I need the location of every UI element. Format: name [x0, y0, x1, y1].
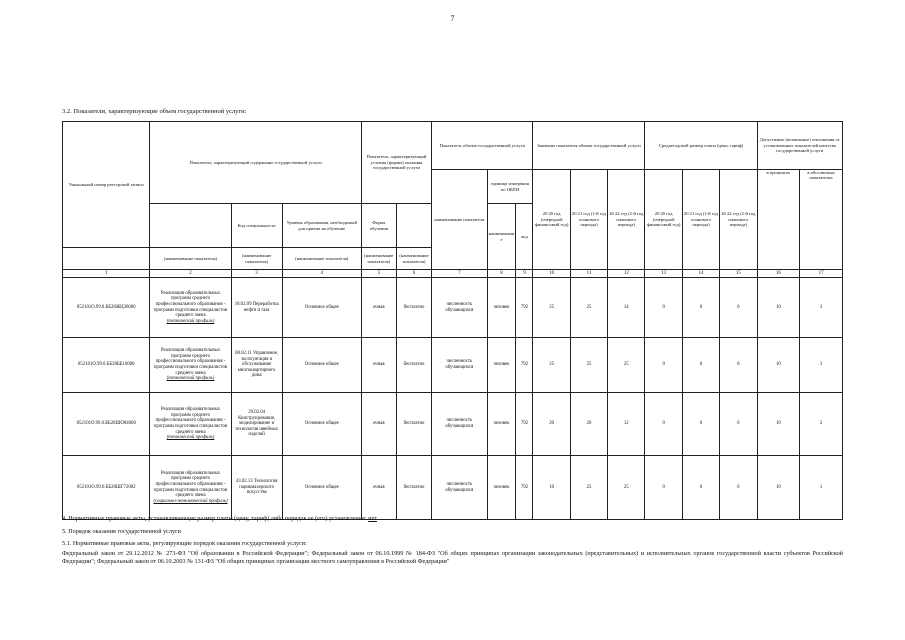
value-year-3: 14 — [608, 278, 645, 338]
header-blank-3 — [63, 248, 150, 270]
col-number: 5 — [361, 270, 396, 278]
profile-text: (технический профиль) — [166, 318, 215, 324]
column-numbers-row — [63, 270, 843, 278]
footer-item-4 — [62, 515, 843, 523]
col-number: 7 — [432, 270, 487, 278]
study-form: очная — [361, 278, 396, 338]
header-naim-1: (наименование показателя) — [150, 248, 231, 270]
deviation-percent: 10 — [757, 338, 800, 393]
header-blank — [150, 204, 231, 248]
specialty-code: 43.02.13 Технология парикмахерского искусства — [231, 456, 282, 520]
payment: бесплатно — [396, 278, 431, 338]
registry-number: 852101О.99.0.ББ28ШГ72002 — [63, 456, 150, 520]
header-price: Среднегодовой размер платы (цена, тариф) — [645, 122, 757, 170]
registry-number: 852101О.99.0.ББ28ЖЦ36000 — [63, 278, 150, 338]
study-form: очная — [361, 393, 396, 456]
col-number: 2 — [150, 270, 231, 278]
value-year-3: 12 — [608, 393, 645, 456]
header-edu-level: Уровень образования, необходимый для приема на обучение — [282, 204, 361, 248]
footer-p4-value: нет — [368, 515, 377, 522]
deviation-absolute: 3 — [800, 278, 843, 338]
deviation-percent: 10 — [757, 393, 800, 456]
col-number: 15 — [720, 270, 757, 278]
indicator-name: численность обучающихся — [432, 278, 487, 338]
value-year-1: 25 — [533, 338, 570, 393]
footer-p4-text: 4. Нормативные правовые акты, устанавливающие размер платы (цену, тариф) либо порядок ее (его) установления: — [62, 515, 367, 522]
indicator-name: численность обучающихся — [432, 456, 487, 520]
header-naim-3: (наименование показателя) — [282, 248, 361, 270]
price-year-3: 0 — [720, 393, 757, 456]
table-row — [63, 456, 843, 520]
header-unit-name: наименование — [487, 204, 516, 270]
col-number: 14 — [682, 270, 719, 278]
footer-p5: 5. Порядок оказания государственной услуги — [62, 528, 181, 535]
price-year-1: 0 — [645, 338, 682, 393]
value-year-1: 25 — [533, 278, 570, 338]
value-year-2: 25 — [570, 338, 607, 393]
unit-code: 792 — [516, 278, 533, 338]
education-level: Основное общее — [282, 278, 361, 338]
header-price-year-1: 20 20 год (очередной финансовый год) — [645, 170, 682, 270]
table-row — [63, 338, 843, 393]
header-unit: единица измерения по ОКЕИ — [487, 170, 533, 204]
header-code-spec: Код специальности — [231, 204, 282, 248]
value-year-2: 20 — [570, 393, 607, 456]
price-year-2: 0 — [682, 393, 719, 456]
col-number: 12 — [608, 270, 645, 278]
header-year-2: 20 21 год (1-й год планового периода) — [570, 170, 607, 270]
header-registry: Уникальный номер реестровой записи — [63, 122, 150, 248]
deviation-absolute: 2 — [800, 393, 843, 456]
value-year-2: 25 — [570, 278, 607, 338]
unit-name: человек — [487, 278, 516, 338]
price-year-1: 0 — [645, 278, 682, 338]
specialty-code: 18.02.09 Переработка нефти и газа — [231, 278, 282, 338]
program-cell — [150, 278, 231, 338]
volume-indicators-table — [62, 121, 843, 520]
footer-p51: 5.1. Нормативные правовые акты, регулирующие порядок оказания государственной услуги: — [62, 540, 307, 547]
study-form: очная — [361, 338, 396, 393]
header-content: Показатель, характеризующий содержание государственной услуги — [150, 122, 361, 204]
page-number: 7 — [450, 14, 455, 23]
specialty-code: 08.02.11 Управление, эксплуатация и обслуживание многоквартирного дома — [231, 338, 282, 393]
header-percent: в процентах — [757, 170, 800, 270]
price-year-1: 0 — [645, 456, 682, 520]
unit-name: человек — [487, 456, 516, 520]
deviation-percent: 10 — [757, 456, 800, 520]
value-year-3: 25 — [608, 456, 645, 520]
unit-code: 792 — [516, 393, 533, 456]
program-text: Реализация образовательных программ среднего профессионального образования - программ подготовки специалистов среднего звена — [153, 470, 228, 499]
value-year-1: 20 — [533, 393, 570, 456]
header-year-1: 20 20 год (очередной финансовый год) — [533, 170, 570, 270]
study-form: очная — [361, 456, 396, 520]
value-year-3: 25 — [608, 338, 645, 393]
header-naim-4: (наименование показателя) — [361, 248, 396, 270]
header-form: Форма обучения — [361, 204, 396, 248]
table-row — [63, 393, 843, 456]
value-year-1: 10 — [533, 456, 570, 520]
deviation-percent: 10 — [757, 278, 800, 338]
payment: бесплатно — [396, 393, 431, 456]
header-conditions: Показатель, характеризующий условия (формы) оказания государственной услуги — [361, 122, 431, 204]
col-number: 10 — [533, 270, 570, 278]
value-year-2: 25 — [570, 456, 607, 520]
profile-text: (технический профиль) — [166, 376, 215, 382]
unit-name: человек — [487, 338, 516, 393]
registry-number: 852101О.99.0.ББ28ШО84000 — [63, 393, 150, 456]
registry-number: 852101О.99.0.ББ28ББ16000 — [63, 338, 150, 393]
col-number: 16 — [757, 270, 800, 278]
indicator-name: численность обучающихся — [432, 393, 487, 456]
price-year-2: 0 — [682, 338, 719, 393]
price-year-2: 0 — [682, 456, 719, 520]
price-year-2: 0 — [682, 278, 719, 338]
header-blank-2 — [396, 204, 431, 248]
col-number: 6 — [396, 270, 431, 278]
profile-text: (социально-экономический профиль) — [153, 498, 228, 504]
program-cell — [150, 456, 231, 520]
unit-code: 792 — [516, 338, 533, 393]
col-number: 17 — [800, 270, 843, 278]
col-number: 9 — [516, 270, 533, 278]
education-level: Основное общее — [282, 338, 361, 393]
price-year-1: 0 — [645, 393, 682, 456]
profile-text: (технический профиль) — [166, 435, 215, 441]
price-year-3: 0 — [720, 338, 757, 393]
unit-code: 792 — [516, 456, 533, 520]
header-year-3: 20 22 год (2-й год планового периода) — [608, 170, 645, 270]
unit-name: человек — [487, 393, 516, 456]
payment: бесплатно — [396, 456, 431, 520]
col-number: 1 — [63, 270, 150, 278]
table-row — [63, 278, 843, 338]
header-deviation: Допустимые (возможные) отклонения от установленных показателей качества государственной услуги — [757, 122, 843, 170]
col-number: 13 — [645, 270, 682, 278]
header-volume: Показатель объема государственной услуги — [432, 122, 533, 170]
header-unit-code: код — [516, 204, 533, 270]
program-cell — [150, 393, 231, 456]
header-price-year-2: 20 21 год (1-й год планового периода) — [682, 170, 719, 270]
col-number: 8 — [487, 270, 516, 278]
header-naim-2: (наименование показателя) — [231, 248, 282, 270]
program-text: Реализация образовательных программ среднего профессионального образования - программ подготовки специалистов среднего звена — [153, 407, 228, 435]
header-price-year-3: 20 22 год (2-й год планового периода) — [720, 170, 757, 270]
price-year-3: 0 — [720, 456, 757, 520]
col-number: 3 — [231, 270, 282, 278]
col-number: 4 — [282, 270, 361, 278]
education-level: Основное общее — [282, 393, 361, 456]
header-value: Значение показателя объема государственной услуги — [533, 122, 645, 170]
section-title: 3.2. Показатели, характеризующие объем государственной услуги: — [62, 108, 247, 115]
specialty-code: 29.02.04 Конструирование, моделирование и технология швейных изделий — [231, 393, 282, 456]
col-number: 11 — [570, 270, 607, 278]
program-text: Реализация образовательных программ среднего профессионального образования - программ подготовки специалистов среднего звена — [153, 290, 228, 319]
header-naim-5: (наименование показателя) — [396, 248, 431, 270]
deviation-absolute: 3 — [800, 338, 843, 393]
price-year-3: 0 — [720, 278, 757, 338]
header-indicator-name: наименование показателя — [432, 170, 487, 270]
deviation-absolute: 1 — [800, 456, 843, 520]
indicator-name: численность обучающихся — [432, 338, 487, 393]
education-level: Основное общее — [282, 456, 361, 520]
footer-laws: Федеральный закон от 29.12.2012 № 273-ФЗ "Об образовании в Российской Федерации"; Федеральный закон от 06.10.1999 № 184-ФЗ "Об общих принципах организации законодательных (представительных) и исполнительных органов государственной власти субъектов Российской Федерации"; Федеральный закон от 06.10.2003 № 131-ФЗ "Об общих принципах организации местного самоуправления в Российской Федерации" — [62, 550, 843, 566]
program-text: Реализация образовательных программ среднего профессионального образования - программ подготовки специалистов среднего звена — [153, 348, 228, 376]
program-cell — [150, 338, 231, 393]
header-absolute: в абсолютных показателях — [800, 170, 843, 270]
payment: бесплатно — [396, 338, 431, 393]
